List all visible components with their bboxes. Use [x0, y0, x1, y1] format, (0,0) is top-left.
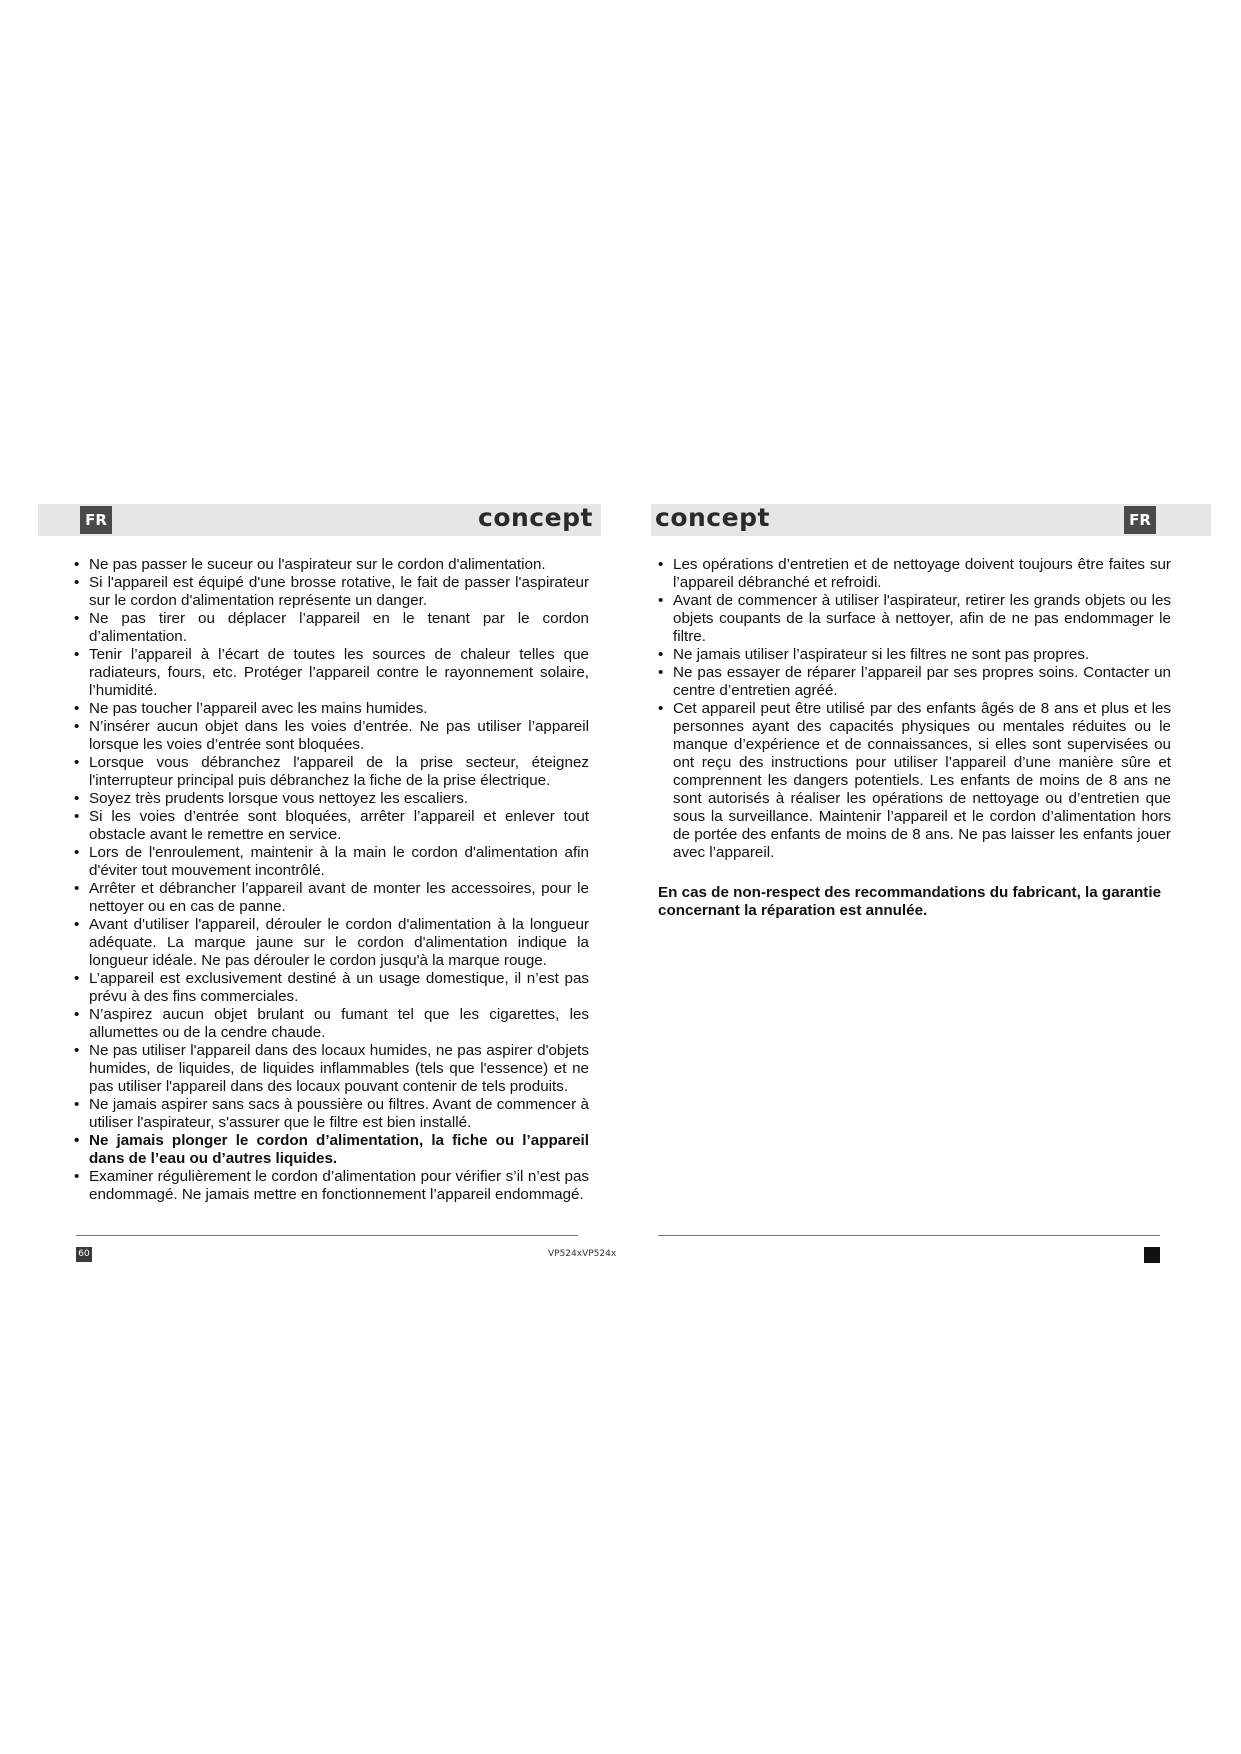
list-item: • Ne pas tirer ou déplacer l’appareil en le tenant par le cordon d’alimentation.	[74, 610, 589, 646]
list-item: • Arrêter et débrancher l’appareil avant de monter les accessoires, pour le nettoyer ou en cas de panne.	[74, 880, 589, 916]
end-marker-square	[1144, 1247, 1160, 1263]
list-item: • Soyez très prudents lorsque vous nettoyez les escaliers.	[74, 790, 589, 808]
list-item: • Ne jamais aspirer sans sacs à poussière ou filtres. Avant de commencer à utiliser l'aspirateur, s'assurer que le filtre est bien installé.	[74, 1096, 589, 1132]
footer-rule-left	[76, 1235, 578, 1236]
right-column	[658, 556, 1171, 920]
list-item: • Ne pas utiliser l'appareil dans des locaux humides, ne pas aspirer d'objets humides, de liquides, de liquides inflammables (tels que l'essence) et ne pas utiliser l'appareil dans des locaux pouvant contenir de tels produits.	[74, 1042, 589, 1096]
list-item: • Si les voies d’entrée sont bloquées, arrêter l’appareil et enlever tout obstacle avant le remettre en service.	[74, 808, 589, 844]
page-number: 60	[76, 1247, 92, 1262]
list-item: • Ne pas passer le suceur ou l'aspirateur sur le cordon d'alimentation.	[74, 556, 589, 574]
list-item: • Ne pas toucher l’appareil avec les mains humides.	[74, 700, 589, 718]
brand-logo-left: concept	[478, 503, 593, 532]
footer-rule-right	[658, 1235, 1160, 1236]
list-item: • Examiner régulièrement le cordon d’alimentation pour vérifier s’il n’est pas endommagé. Ne jamais mettre en fonctionnement l’appareil endommagé.	[74, 1168, 589, 1204]
list-item: • Ne jamais plonger le cordon d’alimentation, la fiche ou l’appareil dans de l’eau ou d’autres liquides.	[74, 1132, 589, 1168]
warranty-warning: En cas de non-respect des recommandations du fabricant, la garantie concernant la réparation est annulée.	[658, 884, 1162, 919]
list-item: • N’aspirez aucun objet brulant ou fumant tel que les cigarettes, les allumettes ou de la cendre chaude.	[74, 1006, 589, 1042]
left-column	[74, 556, 589, 1204]
list-item: • Ne jamais utiliser l’aspirateur si les filtres ne sont pas propres.	[658, 646, 1171, 664]
list-item: • Les opérations d’entretien et de nettoyage doivent toujours être faites sur l’appareil débranché et refroidi.	[658, 556, 1171, 592]
list-item: • Avant de commencer à utiliser l'aspirateur, retirer les grands objets ou les objets coupants de la surface à nettoyer, afin de ne pas endommager le filtre.	[658, 592, 1171, 646]
list-item: • Si l'appareil est équipé d'une brosse rotative, le fait de passer l'aspirateur sur le cordon d'alimentation représente un danger.	[74, 574, 589, 610]
model-code: VP524xVP524x	[548, 1249, 617, 1259]
safety-list-left	[74, 556, 589, 1204]
list-item: • Cet appareil peut être utilisé par des enfants âgés de 8 ans et plus et les personnes ayant des capacités physiques ou mentales réduites ou le manque d’expérience et de connaissances, si elles sont supervisées ou ont reçu des instructions pour utiliser l’appareil d’une manière sûre et comprennent les dangers potentiels. Les enfants de moins de 8 ans ne sont autorisés à réaliser les opérations de nettoyage ou d’entretien que sous la surveillance. Maintenir l’appareil et le cordon d’alimentation hors de portée des enfants de moins de 8 ans. Ne pas laisser les enfants jouer avec l’appareil.	[658, 700, 1171, 862]
list-item: • Lorsque vous débranchez l'appareil de la prise secteur, éteignez l'interrupteur principal puis débranchez la fiche de la prise électrique.	[74, 754, 589, 790]
list-item: • Ne pas essayer de réparer l’appareil par ses propres soins. Contacter un centre d’entretien agréé.	[658, 664, 1171, 700]
list-item: • Tenir l’appareil à l’écart de toutes les sources de chaleur telles que radiateurs, fours, etc. Protéger l’appareil contre le rayonnement solaire, l’humidité.	[74, 646, 589, 700]
list-item: • Avant d'utiliser l'appareil, dérouler le cordon d'alimentation à la longueur adéquate. La marque jaune sur le cordon d'alimentation indique la longueur idéale. Ne pas dérouler le cordon jusqu'à la marque rouge.	[74, 916, 589, 970]
list-item: • L’appareil est exclusivement destiné à un usage domestique, il n’est pas prévu à des fins commerciales.	[74, 970, 589, 1006]
language-badge-left: FR	[80, 506, 112, 534]
brand-logo-right: concept	[655, 503, 770, 532]
safety-list-right	[658, 556, 1171, 862]
language-badge-right: FR	[1124, 506, 1156, 534]
list-item: • Lors de l'enroulement, maintenir à la main le cordon d'alimentation afin d'éviter tout mouvement incontrôlé.	[74, 844, 589, 880]
list-item: • N’insérer aucun objet dans les voies d’entrée. Ne pas utiliser l’appareil lorsque les voies d’entrée sont bloquées.	[74, 718, 589, 754]
